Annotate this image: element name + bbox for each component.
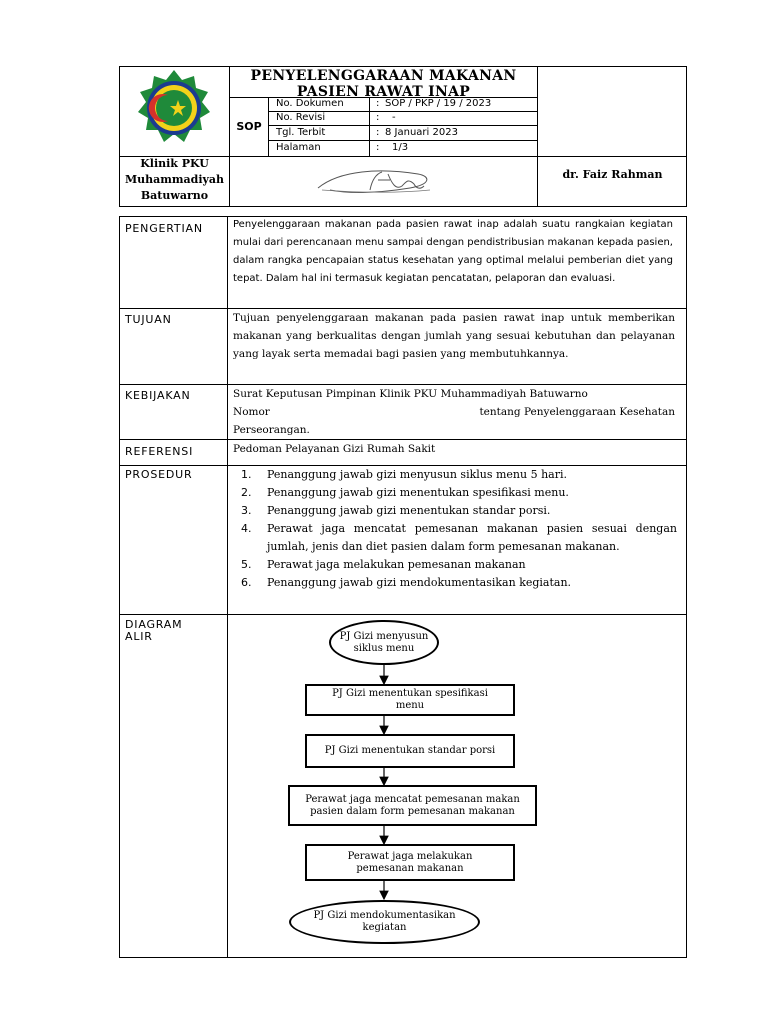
row-value-no-dokumen: SOP / PKP / 19 / 2023 [385, 98, 492, 109]
clinic-name-line-1: Klinik PKU [140, 157, 209, 170]
prosedur-step: 5. Perawat jaga melakukan pemesanan makanan [241, 558, 526, 571]
prosedur-step: 6. Penanggung jawab gizi mendokumentasikan kegiatan. [241, 576, 572, 589]
text-pengertian: Penyelenggaraan makanan pada pasien rawat inap adalah suatu rangkaian kegiatan mulai dari perencanaan menu sampai dengan pendistribusian makanan kepada pasien, dalam rangka pencapaian status kesehatan yang optimal melalui pemberian diet yang tepat. Dalam hal ini termasuk kegiatan pencatatan, pelaporan dan evaluasi. [233, 219, 673, 284]
text-tujuan: Tujuan penyelenggaraan makanan pada pasien rawat inap untuk memberikan makanan yang berkualitas dengan jumlah yang sesuai kebutuhan dan pelayanan yang layak serta memadai bagi pasien yang membutuhkannya. [233, 312, 675, 360]
label-alir: ALIR [125, 630, 153, 643]
flow-node-end: PJ Gizi mendokumentasikan kegiatan [289, 900, 480, 944]
kebijakan-tentang: tentang Penyelenggaraan Kesehatan [479, 406, 675, 418]
prosedur-step: 2. Penanggung jawab gizi menentukan spesifikasi menu. [241, 486, 569, 499]
title-line-2: PASIEN RAWAT INAP [296, 84, 471, 100]
label-diagram: DIAGRAM [125, 618, 183, 631]
signature [310, 160, 450, 205]
prosedur-step: 1. Penanggung jawab gizi menyusun siklus menu 5 hari. [241, 468, 568, 481]
row-value-tgl-terbit: 8 Januari 2023 [385, 127, 458, 138]
label-referensi: REFERENSI [125, 445, 194, 458]
title-line-1: PENYELENGGARAAN MAKANAN [250, 68, 517, 84]
row-label-no-revisi: No. Revisi [276, 112, 326, 123]
flow-node-start: PJ Gizi menyusun siklus menu [329, 620, 439, 665]
header-divider-right [537, 66, 538, 207]
row-sep-no-dokumen: : [376, 98, 380, 109]
handwritten-signature-icon [310, 160, 450, 205]
muhammadiyah-logo-icon [134, 68, 214, 148]
label-diagram-alir [125, 619, 182, 643]
flow-node-standar-porsi: PJ Gizi menentukan standar porsi [305, 734, 515, 768]
prosedur-step: 4. Perawat jaga mencatat pemesanan makanan pasien sesuai dengan jumlah, jenis dan diet pasien dalam form pemesanan makanan. [241, 522, 677, 553]
clinic-name [120, 156, 229, 204]
kebijakan-nomor: Nomor [233, 406, 270, 418]
label-tujuan: TUJUAN [125, 313, 172, 326]
text-kebijakan [233, 385, 675, 439]
prosedur-step: 3. Penanggung jawab gizi menentukan standar porsi. [241, 504, 551, 517]
kebijakan-line-2 [233, 403, 675, 421]
row-sep-halaman: : [376, 142, 380, 153]
text-referensi: Pedoman Pelayanan Gizi Rumah Sakit [233, 443, 436, 455]
label-kebijakan: KEBIJAKAN [125, 389, 191, 402]
doctor-name: dr. Faiz Rahman [562, 168, 663, 181]
label-pengertian: PENGERTIAN [125, 222, 203, 235]
flow-node-spesifikasi: PJ Gizi menentukan spesifikasi menu [305, 684, 515, 716]
row-label-halaman: Halaman [276, 142, 321, 153]
header-divider-sop [268, 97, 269, 156]
label-prosedur: PROSEDUR [125, 468, 193, 481]
row-value-no-revisi: - [392, 112, 396, 123]
clinic-name-line-3: Batuwarno [140, 189, 209, 202]
document-title [230, 68, 537, 98]
row-sep-no-revisi: : [376, 112, 380, 123]
row-label-tgl-terbit: Tgl. Terbit [276, 127, 326, 138]
row-label-no-dokumen: No. Dokumen [276, 98, 344, 109]
row-sep-tgl-terbit: : [376, 127, 380, 138]
prosedur-list [233, 466, 677, 592]
kebijakan-line-1: Surat Keputusan Pimpinan Klinik PKU Muhammadiyah Batuwarno [233, 388, 588, 400]
flow-node-pemesanan: Perawat jaga melakukan pemesanan makanan [305, 844, 515, 881]
clinic-name-line-2: Muhammadiyah [124, 173, 225, 186]
clinic-logo [134, 68, 214, 148]
kebijakan-line-3: Perseorangan. [233, 424, 310, 436]
sop-label: SOP [236, 120, 262, 133]
flow-node-mencatat: Perawat jaga mencatat pemesanan makan pasien dalam form pemesanan makanan [288, 785, 537, 826]
row-value-halaman: 1/3 [392, 142, 409, 153]
